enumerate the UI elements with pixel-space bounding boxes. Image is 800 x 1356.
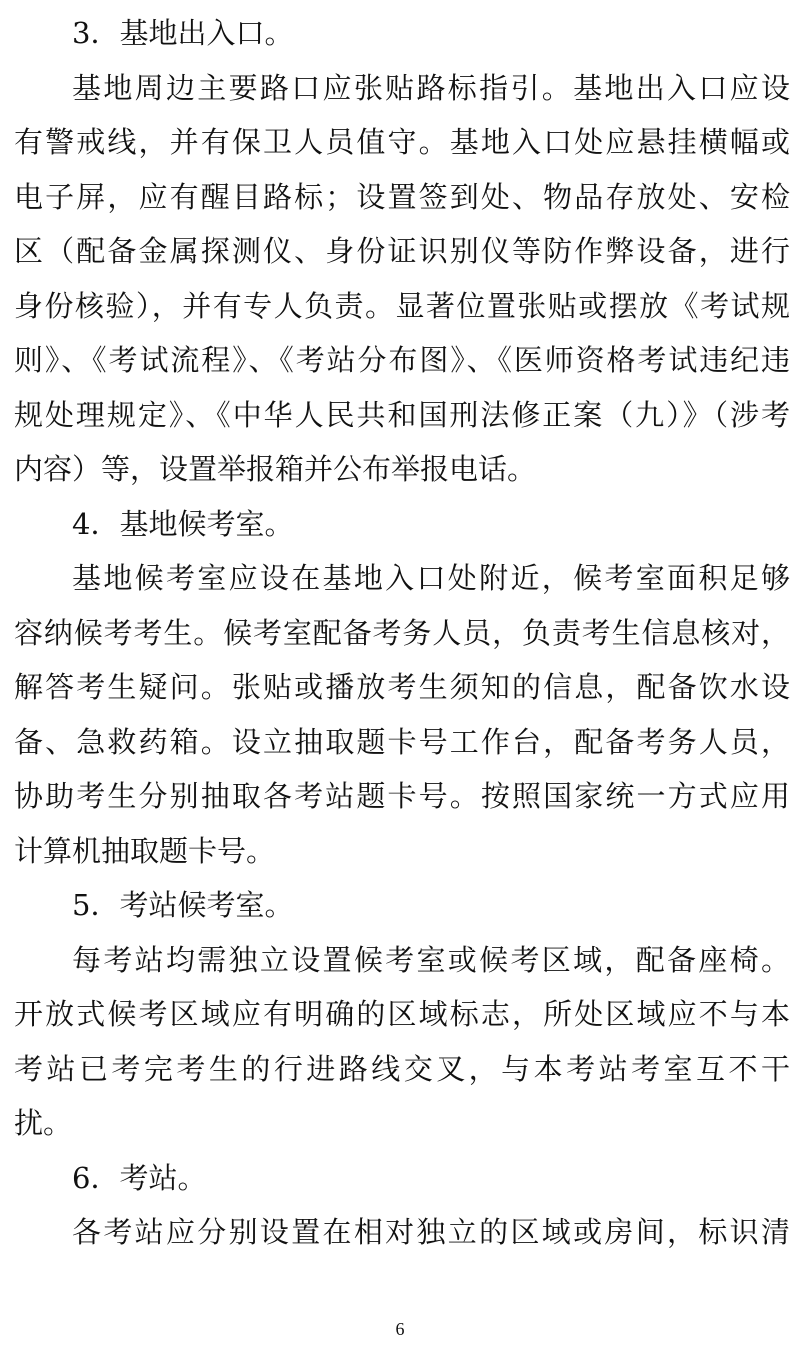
- text-line: 备、急救药箱。设立抽取题卡号工作台，配备考务人员，: [14, 724, 790, 759]
- text-line: 解答考生疑问。张贴或播放考生须知的信息，配备饮水设: [14, 670, 790, 704]
- text-line: 则》、《考试流程》、《考站分布图》、《医师资格考试违纪违: [14, 343, 790, 377]
- text-line: 3．基地出入口。: [72, 16, 294, 50]
- text-line: 扰。: [14, 1106, 73, 1140]
- text-line: 电子屏，应有醒目路标；设置签到处、物品存放处、安检: [14, 179, 790, 214]
- text-line: 规处理规定》、《中华人民共和国刑法修正案（九）》（涉考: [14, 397, 790, 432]
- text-line: 身份核验），并有专人负责。显著位置张贴或摆放《考试规: [14, 288, 790, 323]
- text-line: 容纳候考考生。候考室配备考务人员，负责考生信息核对，: [14, 615, 790, 650]
- text-line: 5．考站候考室。: [72, 888, 294, 922]
- text-line: 协助考生分别抽取各考站题卡号。按照国家统一方式应用: [14, 779, 790, 813]
- page-number: 6: [395, 1319, 405, 1339]
- document-body: [14, 6, 790, 1260]
- text-line: 各考站应分别设置在相对独立的区域或房间，标识清: [72, 1215, 790, 1249]
- text-line: 基地周边主要路口应张贴路标指引。基地出入口应设: [72, 70, 790, 105]
- text-line: 有警戒线，并有保卫人员值守。基地入口处应悬挂横幅或: [14, 125, 790, 159]
- text-line: 4．基地候考室。: [72, 506, 294, 541]
- text-line: 开放式候考区域应有明确的区域标志，所处区域应不与本: [14, 997, 790, 1031]
- text-line: 计算机抽取题卡号。: [14, 833, 276, 868]
- text-line: 内容）等，设置举报箱并公布举报电话。: [14, 452, 537, 486]
- text-line: 每考站均需独立设置候考室或候考区域，配备座椅。: [72, 942, 790, 977]
- text-line: 基地候考室应设在基地入口处附近，候考室面积足够: [72, 561, 790, 595]
- text-line: 考站已考完考生的行进路线交叉，与本考站考室互不干: [14, 1051, 790, 1086]
- text-line: 区（配备金属探测仪、身份证识别仪等防作弊设备，进行: [14, 234, 790, 268]
- text-line: 6．考站。: [72, 1160, 207, 1195]
